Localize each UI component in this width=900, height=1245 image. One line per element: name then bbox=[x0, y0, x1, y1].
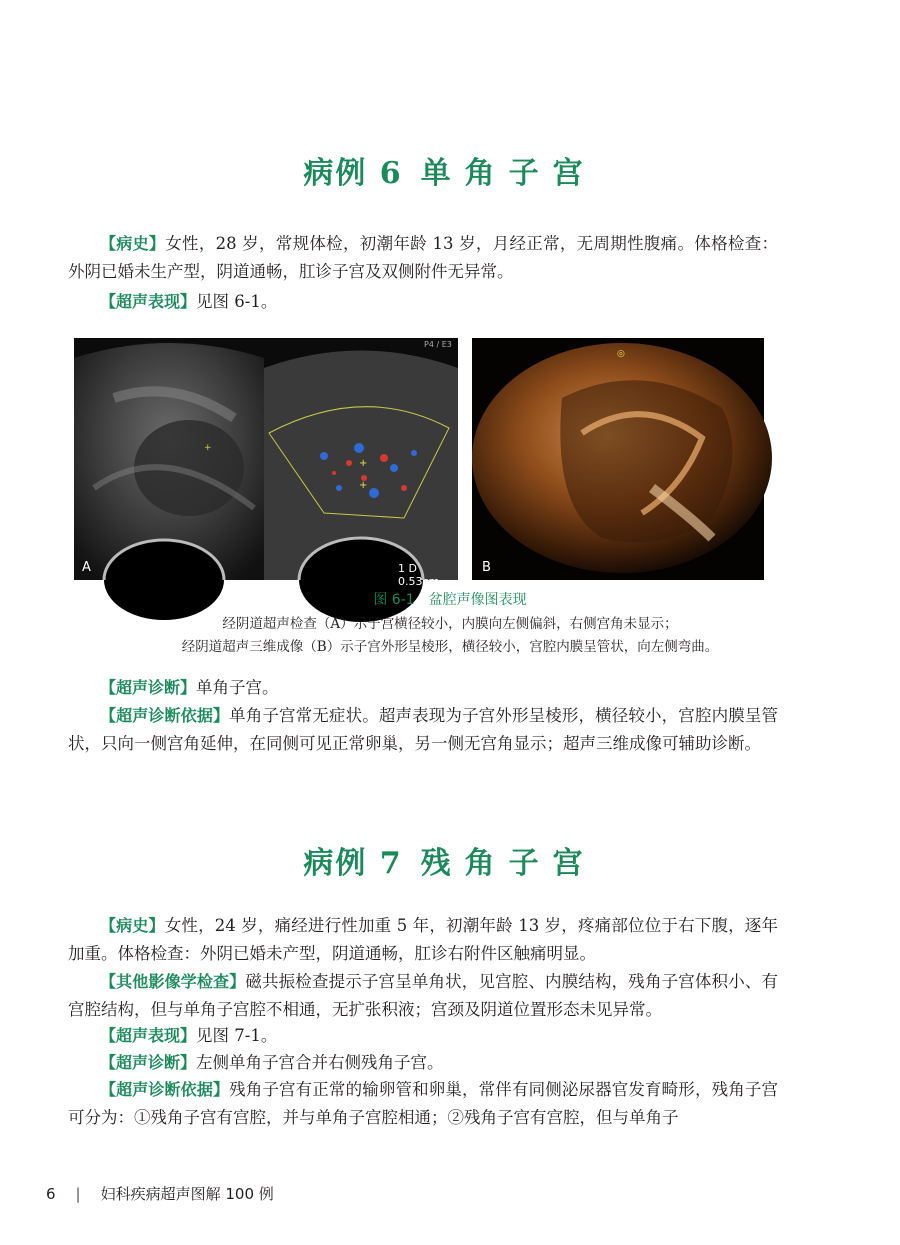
figure-label-a: A bbox=[82, 560, 91, 575]
case7-history-text: 女性，24 岁，痛经进行性加重 5 年，初潮年龄 13 岁，疼痛部位位于右下腹，逐年加重。体格检查：外阴已婚未产型，阴道通畅，肛诊右附件区触痛明显。 bbox=[68, 916, 778, 963]
case6-diag-tag: 【超声诊断】 bbox=[100, 678, 197, 697]
figure-6-1-caption-2: 经阴道超声三维成像（B）示子宫外形呈棱形，横径较小，宫腔内膜呈管状，向左侧弯曲。 bbox=[181, 639, 719, 655]
case6-history bbox=[68, 230, 778, 286]
case6-us-tag: 【超声表现】 bbox=[100, 292, 197, 311]
case6-history-text: 女性，28 岁，常规体检，初潮年龄 13 岁，月经正常，无周期性腹痛。体格检查：外阴已婚未生产型，阴道通畅，肛诊子宫及双侧附件无异常。 bbox=[68, 234, 778, 281]
figure-6-1-title: 图 6-1 盆腔声像图表现 bbox=[373, 592, 527, 608]
case7-diagnosis bbox=[68, 1049, 778, 1077]
case7-other-imaging bbox=[68, 968, 778, 1024]
case7-title bbox=[0, 838, 900, 882]
case7-diagnosis-basis bbox=[68, 1076, 778, 1132]
case6-basis-tag: 【超声诊断依据】 bbox=[100, 706, 230, 725]
case7-history-tag: 【病史】 bbox=[100, 916, 165, 935]
page-footer bbox=[46, 1183, 274, 1204]
svg-text:+: + bbox=[204, 443, 212, 453]
case6-title bbox=[0, 148, 900, 192]
case7-title-name: 残角子宫 bbox=[420, 846, 597, 881]
footer-separator: | bbox=[75, 1185, 81, 1203]
ultrasound-image-b-3d bbox=[472, 338, 764, 580]
svg-text:◎: ◎ bbox=[617, 349, 625, 359]
case6-diagnosis-basis bbox=[68, 702, 778, 758]
page-number: 6 bbox=[46, 1185, 56, 1203]
case6-diagnosis bbox=[68, 674, 778, 702]
case6-title-name: 单角子宫 bbox=[420, 156, 597, 191]
figure-label-b: B bbox=[482, 560, 491, 575]
case7-us-text: 见图 7-1。 bbox=[196, 1026, 278, 1045]
svg-text:+: + bbox=[359, 458, 368, 469]
case6-diag-text: 单角子宫。 bbox=[196, 678, 279, 697]
ultrasound-image-a-right bbox=[264, 338, 458, 588]
figure-6-1-caption-1: 经阴道超声检查（A）示子宫横径较小，内膜向左侧偏斜，右侧宫角未显示； bbox=[222, 616, 678, 632]
case7-us-tag: 【超声表现】 bbox=[100, 1026, 197, 1045]
case6-us-text: 见图 6-1。 bbox=[196, 292, 278, 311]
case6-history-tag: 【病史】 bbox=[100, 234, 166, 253]
case7-history bbox=[68, 912, 778, 968]
case6-title-number: 病例 6 bbox=[303, 156, 403, 191]
probe-info: P4 / E3 bbox=[424, 340, 452, 349]
case7-title-number: 病例 7 bbox=[303, 846, 403, 881]
case7-diag-text: 左侧单角子宫合并右侧残角子宫。 bbox=[196, 1053, 444, 1072]
case7-basis-tag: 【超声诊断依据】 bbox=[100, 1080, 230, 1099]
case7-us-findings bbox=[68, 1022, 778, 1050]
svg-text:+: + bbox=[359, 480, 368, 491]
case7-imaging-tag: 【其他影像学检查】 bbox=[100, 972, 246, 991]
case7-imaging-text: 磁共振检查提示子宫呈单角状，见宫腔、内膜结构，残角子宫体积小、有宫腔结构，但与单角子宫腔不相通，无扩张积液；宫颈及阴道位置形态未见异常。 bbox=[68, 972, 778, 1019]
case7-diag-tag: 【超声诊断】 bbox=[100, 1053, 197, 1072]
case6-basis-text: 单角子宫常无症状。超声表现为子宫外形呈棱形，横径较小，宫腔内膜呈管状，只向一侧宫角延伸，在同侧可见正常卵巢，另一侧无宫角显示；超声三维成像可辅助诊断。 bbox=[68, 706, 778, 753]
book-title: 妇科疾病超声图解 100 例 bbox=[100, 1185, 274, 1203]
ultrasound-image-a-left bbox=[74, 338, 264, 580]
case7-basis-text: 残角子宫有正常的输卵管和卵巢，常伴有同侧泌尿器官发育畸形，残角子宫可分为：①残角子宫有宫腔，并与单角子宫腔相通；②残角子宫有宫腔，但与单角子 bbox=[68, 1080, 778, 1127]
case6-us-findings bbox=[68, 288, 778, 316]
measurement-readout: 1 D 0.53cm bbox=[398, 562, 440, 588]
